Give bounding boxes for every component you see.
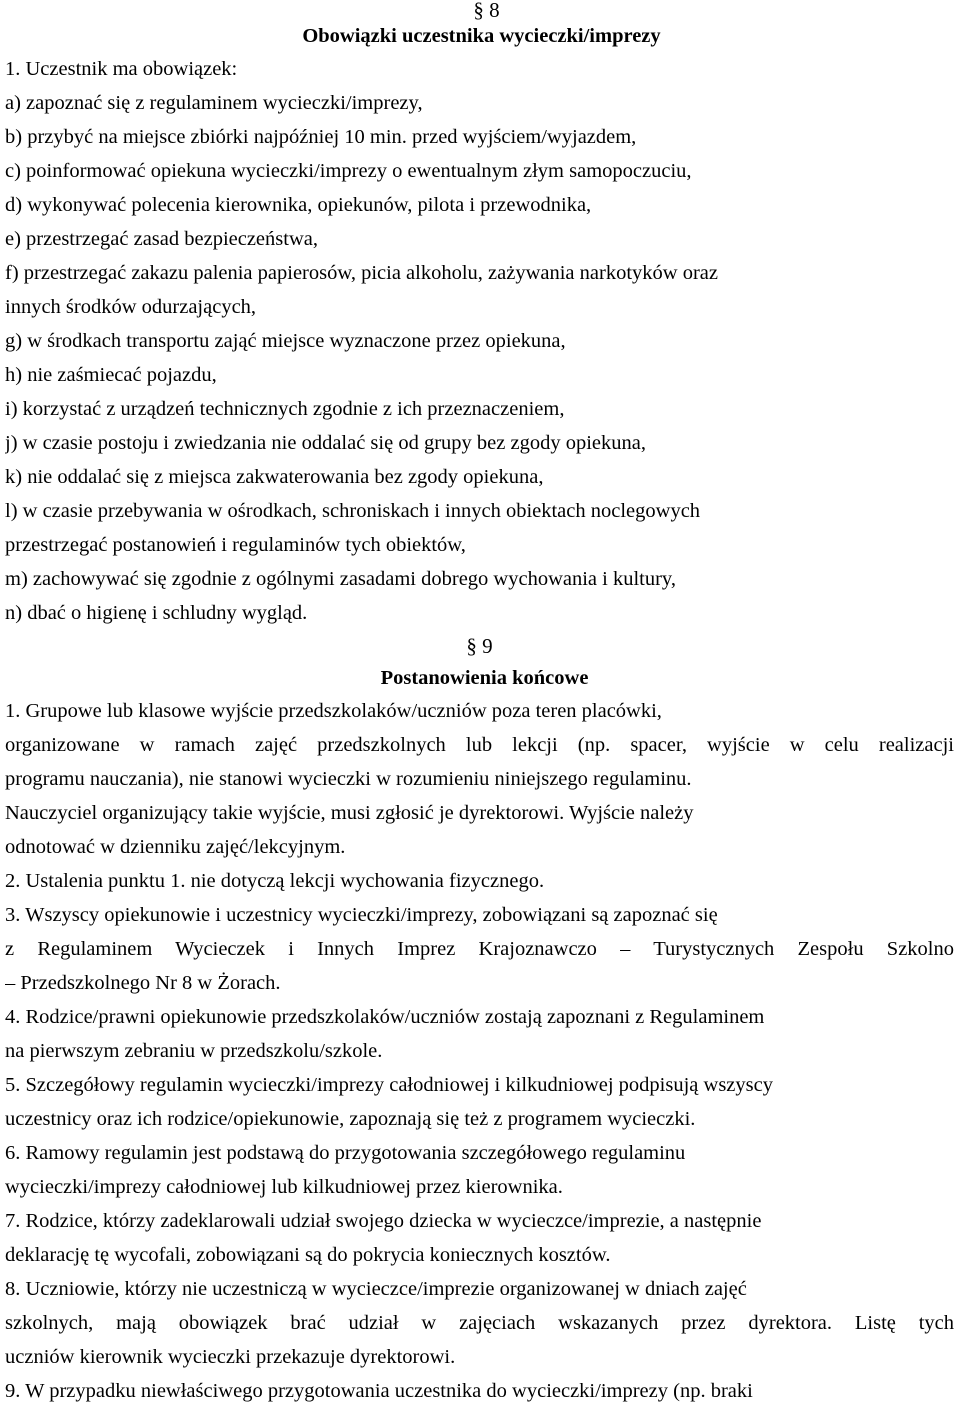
paragraph-line: odnotować w dzienniku zajęć/lekcyjnym. — [5, 836, 346, 858]
paragraph-line: d) wykonywać polecenia kierownika, opiekunów, pilota i przewodnika, — [5, 194, 592, 216]
paragraph-line: f) przestrzegać zakazu palenia papierosów, picia alkoholu, zażywania narkotyków oraz — [5, 262, 718, 284]
paragraph-line: i) korzystać z urządzeń technicznych zgodnie z ich przeznaczeniem, — [5, 398, 565, 420]
paragraph-line: programu nauczania), nie stanowi wycieczki w rozumieniu niniejszego regulaminu. — [5, 768, 692, 790]
paragraph-line: 8. Uczniowie, którzy nie uczestniczą w wycieczce/imprezie organizowanej w dniach zajęć — [5, 1278, 747, 1300]
paragraph-line: h) nie zaśmiecać pojazdu, — [5, 364, 217, 386]
section-8-body — [5, 52, 954, 630]
section-heading-9: Postanowienia końcowe — [380, 667, 589, 689]
paragraph-line: 1. Grupowe lub klasowe wyjście przedszkolaków/uczniów poza teren placówki, — [5, 700, 662, 722]
paragraph-line: b) przybyć na miejsce zbiórki najpóźniej 10 min. przed wyjściem/wyjazdem, — [5, 126, 637, 148]
paragraph-line: deklarację tę wycofali, zobowiązani są do pokrycia koniecznych kosztów. — [5, 1244, 611, 1266]
paragraph-line: 4. Rodzice/prawni opiekunowie przedszkolaków/uczniów zostają zapoznani z Regulaminem — [5, 1006, 765, 1028]
paragraph-line: 3. Wszyscy opiekunowie i uczestnicy wycieczki/imprezy, zobowiązani są zapoznać się — [5, 904, 718, 926]
paragraph-line: innych środków odurzających, — [5, 296, 257, 318]
paragraph-line: l) w czasie przebywania w ośrodkach, schroniskach i innych obiektach noclegowych — [5, 500, 701, 522]
paragraph-line: wycieczki/imprezy całodniowej lub kilkudniowej przez kierownika. — [5, 1176, 563, 1198]
section-heading-8: Obowiązki uczestnika wycieczki/imprezy — [302, 25, 661, 47]
paragraph-line: a) zapoznać się z regulaminem wycieczki/imprezy, — [5, 92, 423, 114]
paragraph-line: na pierwszym zebraniu w przedszkolu/szkole. — [5, 1040, 383, 1062]
paragraph-line: uczestnicy oraz ich rodzice/opiekunowie, zapoznają się też z programem wycieczki. — [5, 1108, 696, 1130]
paragraph-line: 5. Szczegółowy regulamin wycieczki/imprezy całodniowej i kilkudniowej podpisują wszyscy — [5, 1074, 773, 1096]
paragraph-line: 7. Rodzice, którzy zadeklarowali udział swojego dziecka w wycieczce/imprezie, a następnie — [5, 1210, 762, 1232]
paragraph-line: c) poinformować opiekuna wycieczki/imprezy o ewentualnym złym samopoczuciu, — [5, 160, 692, 182]
section-9-body — [5, 694, 954, 1408]
paragraph-line: 2. Ustalenia punktu 1. nie dotyczą lekcji wychowania fizycznego. — [5, 870, 545, 892]
paragraph-line: organizowane w ramach zajęć przedszkolnych lub lekcji (np. spacer, wyjście w celu realizacji — [5, 734, 954, 756]
paragraph-line: uczniów kierownik wycieczki przekazuje dyrektorowi. — [5, 1346, 456, 1368]
paragraph-line: n) dbać o higienę i schludny wygląd. — [5, 602, 308, 624]
section-number-8: § 8 — [473, 0, 500, 22]
paragraph-line: m) zachowywać się zgodnie z ogólnymi zasadami dobrego wychowania i kultury, — [5, 568, 676, 590]
paragraph-line: – Przedszkolnego Nr 8 w Żorach. — [5, 972, 281, 994]
paragraph-line: Nauczyciel organizujący takie wyjście, musi zgłosić je dyrektorowi. Wyjście należy — [5, 802, 694, 824]
paragraph-line: z Regulaminem Wycieczek i Innych Imprez Krajoznawczo – Turystycznych Zespołu Szkolno — [5, 938, 954, 960]
section-number-9: § 9 — [466, 634, 493, 658]
paragraph-line: 9. W przypadku niewłaściwego przygotowania uczestnika do wycieczki/imprezy (np. braki — [5, 1380, 753, 1402]
paragraph-line: j) w czasie postoju i zwiedzania nie oddalać się od grupy bez zgody opiekuna, — [5, 432, 646, 454]
paragraph-line: 1. Uczestnik ma obowiązek: — [5, 58, 238, 80]
paragraph-line: k) nie oddalać się z miejsca zakwaterowania bez zgody opiekuna, — [5, 466, 544, 488]
paragraph-line: przestrzegać postanowień i regulaminów tych obiektów, — [5, 534, 466, 556]
paragraph-line: e) przestrzegać zasad bezpieczeństwa, — [5, 228, 318, 250]
paragraph-line: 6. Ramowy regulamin jest podstawą do przygotowania szczegółowego regulaminu — [5, 1142, 686, 1164]
paragraph-line: g) w środkach transportu zająć miejsce wyznaczone przez opiekuna, — [5, 330, 566, 352]
paragraph-line: szkolnych, mają obowiązek brać udział w zajęciach wskazanych przez dyrektora. Listę tych — [5, 1312, 954, 1334]
